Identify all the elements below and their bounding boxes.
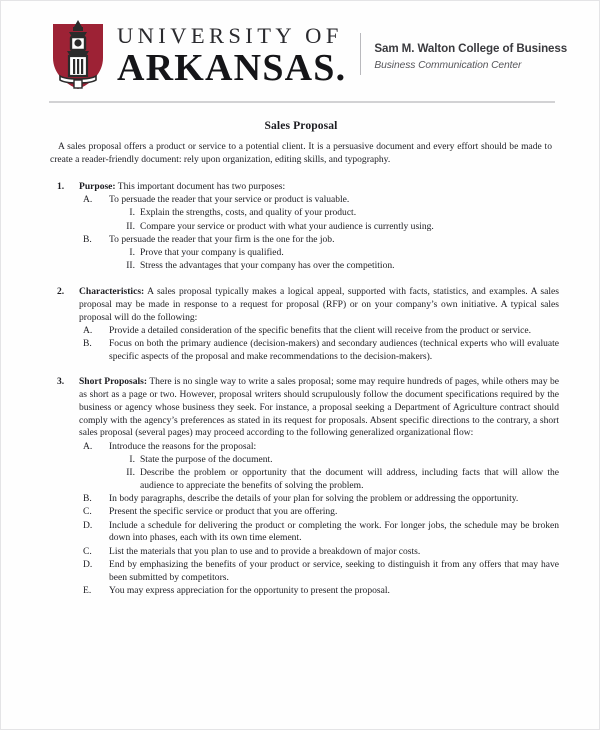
subsection-marker: B. — [83, 493, 92, 505]
subsection-marker: C. — [83, 545, 92, 557]
subsection-list — [79, 441, 559, 598]
subsection-item — [79, 325, 559, 338]
document-body — [1, 118, 599, 597]
sub-subsection-item — [109, 221, 559, 234]
sub-subsection-text: Describe the problem or opportunity that the document will address, including facts that will allow the audience to appreciate the benefits of solving the problem. — [140, 467, 559, 491]
subsection-text: Introduce the reasons for the proposal: — [109, 440, 257, 452]
sub-subsection-text: Explain the strengths, costs, and quality of your product. — [140, 207, 357, 219]
sub-subsection-item — [109, 207, 559, 220]
sub-subsection-marker: II. — [126, 467, 135, 479]
subsection-text: In body paragraphs, describe the details of your plan for solving the problem or addressing the opportunity. — [109, 493, 519, 505]
subsection-item — [79, 585, 559, 598]
subsection-marker: B. — [83, 338, 92, 350]
subsection-marker: A. — [83, 194, 93, 206]
subsection-list — [79, 325, 559, 364]
section-marker: 1. — [57, 180, 65, 192]
section-heading: Short Proposals: — [79, 376, 148, 388]
college-name: Sam M. Walton College of Business — [374, 42, 568, 55]
subsection-marker: A. — [83, 324, 93, 336]
subsection-marker: D. — [83, 558, 93, 570]
sub-subsection-item — [109, 260, 559, 273]
wordmark-line-university-of: UNIVERSITY OF — [117, 23, 343, 49]
subsection-marker: A. — [83, 440, 93, 452]
page-title: Sales Proposal — [264, 119, 338, 132]
college-subtitle: Business Communication Center — [374, 59, 522, 71]
subsection-item — [79, 520, 559, 545]
letterhead — [1, 1, 599, 89]
wordmark-line-arkansas: ARKANSAS. — [117, 46, 347, 89]
subsection-item — [79, 441, 559, 493]
sub-subsection-item — [109, 247, 559, 260]
sub-subsection-marker: II. — [126, 220, 135, 232]
section-marker: 3. — [57, 376, 65, 388]
sub-subsection-list — [109, 454, 559, 493]
section-item — [43, 181, 559, 273]
subsection-text: Focus on both the primary audience (decision-makers) and secondary audiences (technical experts who will evaluate specific aspects of the proposal and make recommendations to the decision-makers). — [109, 338, 559, 362]
sub-subsection-list — [109, 207, 559, 233]
sub-subsection-marker: I. — [129, 247, 135, 259]
subsection-text: To persuade the reader that your service or product is valuable. — [109, 194, 350, 206]
sub-subsection-text: State the purpose of the document. — [140, 453, 273, 465]
sub-subsection-marker: II. — [126, 260, 135, 272]
subsection-list — [79, 194, 559, 273]
section-body: There is no single way to write a sales proposal; some may require hundreds of pages, while others may be as short as a page or two. However, proposal writers should scrupulously follow the document specifications required by the business or agency whose business they seek. For instance, a proposal seeking a Department of Agriculture contract should comply with the agency’s preferences as stated in its request for proposals. Absent specific directions to the contrary, a short sales proposal (several pages) may proceed according to the following generalized organizational flow: — [79, 376, 560, 439]
sub-subsection-text: Stress the advantages that your company has over the competition. — [140, 260, 395, 272]
section-list — [43, 181, 559, 598]
subsection-text: Include a schedule for delivering the product or completing the work. For longer jobs, the schedule may be broken down into phases, each with its own time element. — [109, 519, 559, 544]
section-heading: Purpose: — [79, 180, 116, 192]
subsection-item — [79, 559, 559, 584]
arkansas-shield-old-main-icon — [49, 18, 107, 92]
subsection-item — [79, 234, 559, 273]
section-marker: 2. — [57, 286, 65, 298]
sub-subsection-marker: I. — [129, 453, 135, 465]
subsection-item — [79, 194, 559, 233]
subsection-marker: C. — [83, 506, 92, 518]
subsection-marker: E. — [83, 584, 92, 596]
university-wordmark — [117, 23, 346, 87]
section-heading: Characteristics: — [79, 286, 145, 298]
intro-paragraph: A sales proposal offers a product or service to a potential client. It is a persuasive document and every effort should be made to create a reader-friendly document: rely upon organization, editing skills, and typography. — [50, 141, 552, 166]
subsection-text: Present the specific service or product that you are offering. — [109, 506, 338, 518]
sub-subsection-item — [109, 467, 559, 492]
subsection-marker: D. — [83, 519, 93, 531]
subsection-text: End by emphasizing the benefits of your product or service, seeking to distinguish it from any offers that may have been submitted by competitors. — [109, 558, 559, 583]
sub-subsection-text: Compare your service or product with what your audience is currently using. — [140, 220, 434, 232]
sub-subsection-marker: I. — [129, 207, 135, 219]
subsection-item — [79, 493, 559, 506]
section-body: A sales proposal typically makes a logical appeal, supported with facts, statistics, and examples. A sales proposal may be made in response to a request for proposal (RFP) or on your company’s own initiative. A typical sales proposal will do the following: — [79, 286, 559, 323]
subsection-item — [79, 546, 559, 559]
sub-subsection-item — [109, 454, 559, 467]
sub-subsection-text: Prove that your company is qualified. — [140, 247, 284, 259]
section-body: This important document has two purposes: — [115, 180, 286, 192]
subsection-text: Provide a detailed consideration of the specific benefits that the client will receive from the product or service. — [109, 324, 532, 336]
subsection-marker: B. — [83, 233, 92, 245]
subsection-text: List the materials that you plan to use and to provide a breakdown of major costs. — [109, 545, 421, 557]
section-item — [43, 286, 559, 363]
section-item — [43, 376, 559, 597]
sub-subsection-list — [109, 247, 559, 273]
college-block — [361, 38, 567, 72]
subsection-item — [79, 338, 559, 363]
subsection-text: To persuade the reader that your firm is the one for the job. — [109, 233, 335, 245]
header-rule — [49, 101, 555, 103]
subsection-text: You may express appreciation for the opportunity to present the proposal. — [109, 584, 390, 596]
subsection-item — [79, 506, 559, 519]
